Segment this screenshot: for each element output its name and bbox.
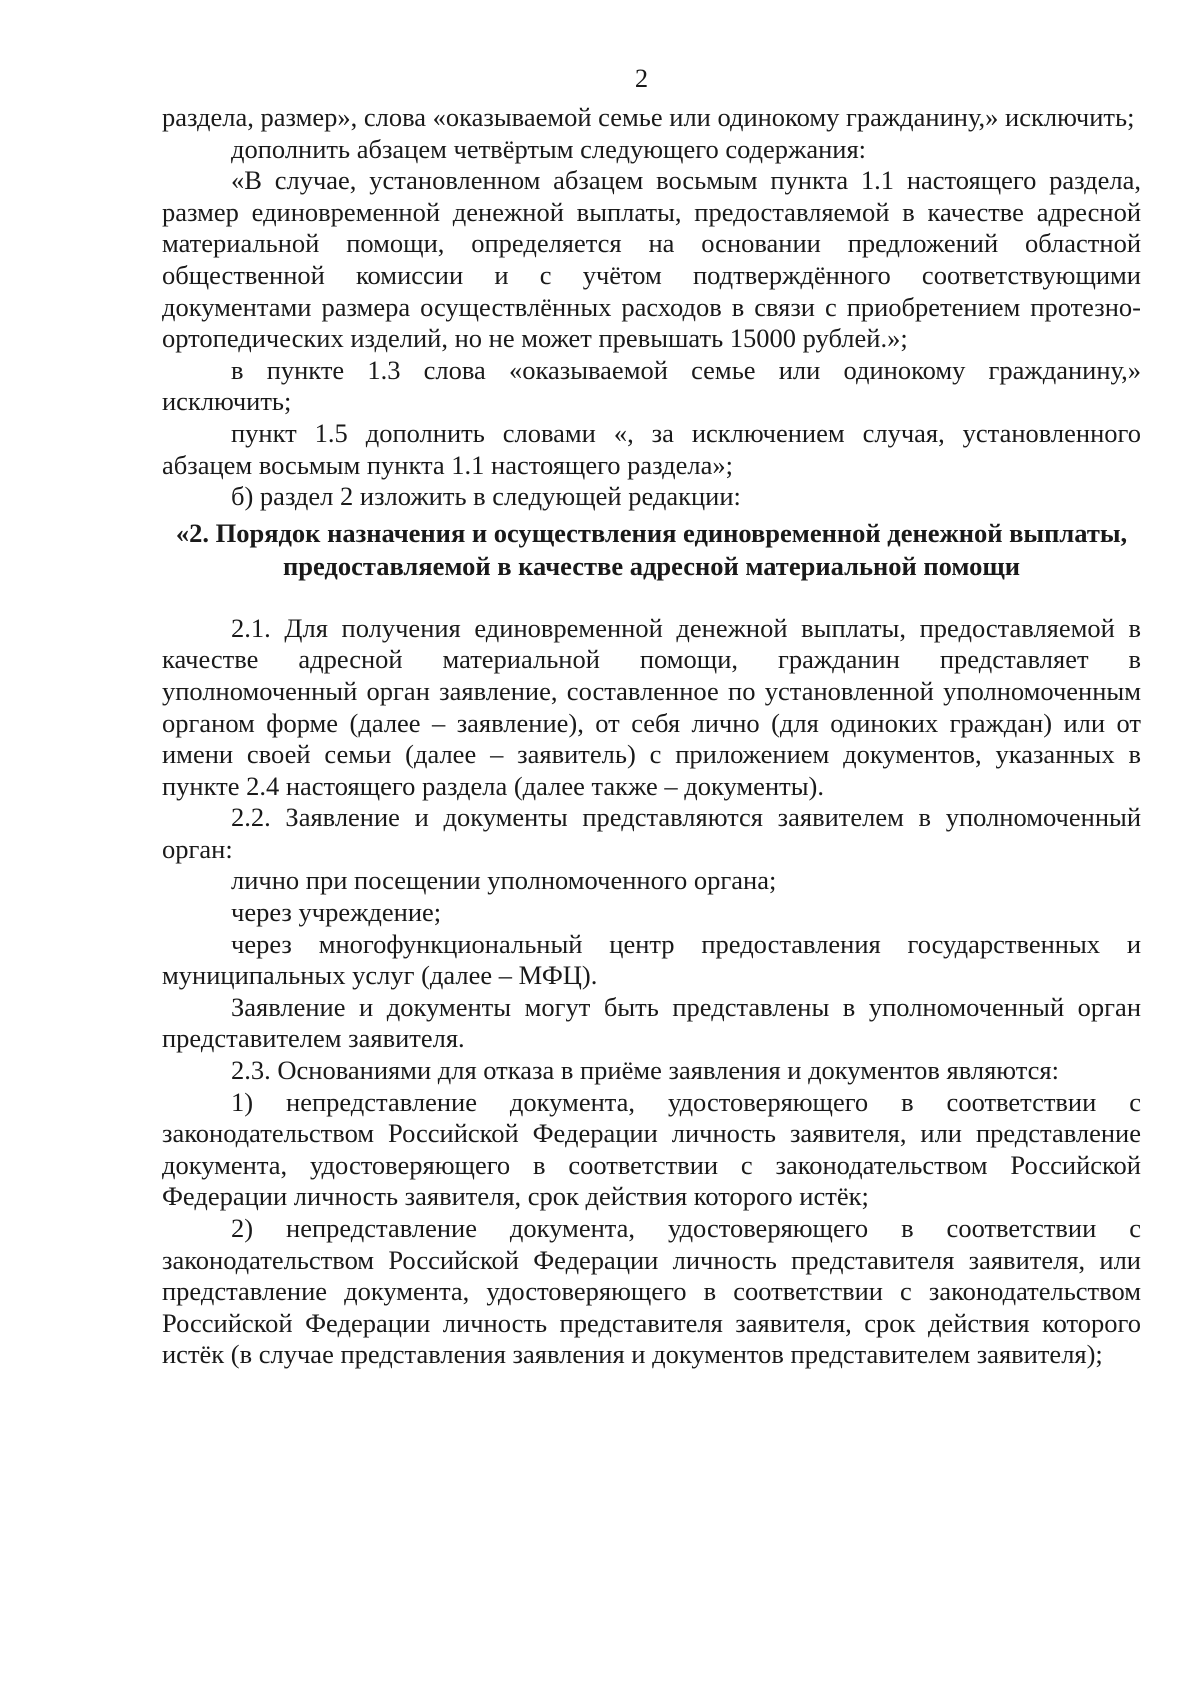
paragraph-2-1: 2.1. Для получения единовременной денежной выплаты, предоставляемой в качестве адресной материальной помощи, гражданин представляет в уполномоченный орган заявление, составленное по установленной уполномоченным органом форме (далее – заявление), от себя лично (для одиноких граждан) или от имени своей семьи (далее – заявитель) с приложением документов, указанных в пункте 2.4 настоящего раздела (далее также – документы). xyxy=(162,612,1141,801)
section-heading: «2. Порядок назначения и осуществления единовременной денежной выплаты, предоставляемой в качестве адресной материальной помощи xyxy=(175,517,1128,581)
paragraph-continuation: раздела, размер», слова «оказываемой семье или одинокому гражданину,» исключить; xyxy=(162,102,1135,132)
paragraph-quoted-text: «В случае, установленном абзацем восьмым пункта 1.1 настоящего раздела, размер единовременной денежной выплаты, предоставляемой в качестве адресной материальной помощи, определяется на основании предложений областной общественной комиссии и с учётом подтверждённого соответствующими документами размера осуществлённых расходов в связи с приобретением протезно-ортопедических изделий, но не может превышать 15000 рублей.»; xyxy=(162,165,1141,354)
paragraph-section-2-intro: б) раздел 2 изложить в следующей редакции: xyxy=(231,481,741,512)
paragraph-representative: Заявление и документы могут быть представлены в уполномоченный орган представителем заявителя. xyxy=(162,991,1141,1054)
paragraph-amendment-add: дополнить абзацем четвёртым следующего содержания: xyxy=(231,133,867,164)
page-number: 2 xyxy=(634,63,649,93)
list-item-institution: через учреждение; xyxy=(231,897,442,928)
paragraph-point-1-3: в пункте 1.3 слова «оказываемой семье или одинокому гражданину,» исключить; xyxy=(162,354,1141,417)
list-item-mfc: через многофункциональный центр предоставления государственных и муниципальных услуг (далее – МФЦ). xyxy=(162,928,1141,991)
paragraph-point-1-5: пункт 1.5 дополнить словами «, за исключением случая, установленного абзацем восьмым пункта 1.1 настоящего раздела»; xyxy=(162,417,1141,480)
list-item-in-person: лично при посещении уполномоченного органа; xyxy=(231,865,777,896)
list-item-2: 2) непредставление документа, удостоверяющего в соответствии с законодательством Российской Федерации личность представителя заявителя, или представление документа, удостоверяющего в соответствии с законодательством Российской Федерации личность представителя заявителя, срок действия которого истёк (в случае представления заявления и документов представителем заявителя); xyxy=(162,1213,1141,1370)
list-item-1: 1) непредставление документа, удостоверяющего в соответствии с законодательством Российской Федерации личность заявителя, или представление документа, удостоверяющего в соответствии с законодательством Российской Федерации личность заявителя, срок действия которого истёк; xyxy=(162,1086,1141,1212)
paragraph-2-2: 2.2. Заявление и документы представляются заявителем в уполномоченный орган: xyxy=(162,802,1141,864)
paragraph-2-3: 2.3. Основаниями для отказа в приёме заявления и документов являются: xyxy=(231,1055,1059,1086)
